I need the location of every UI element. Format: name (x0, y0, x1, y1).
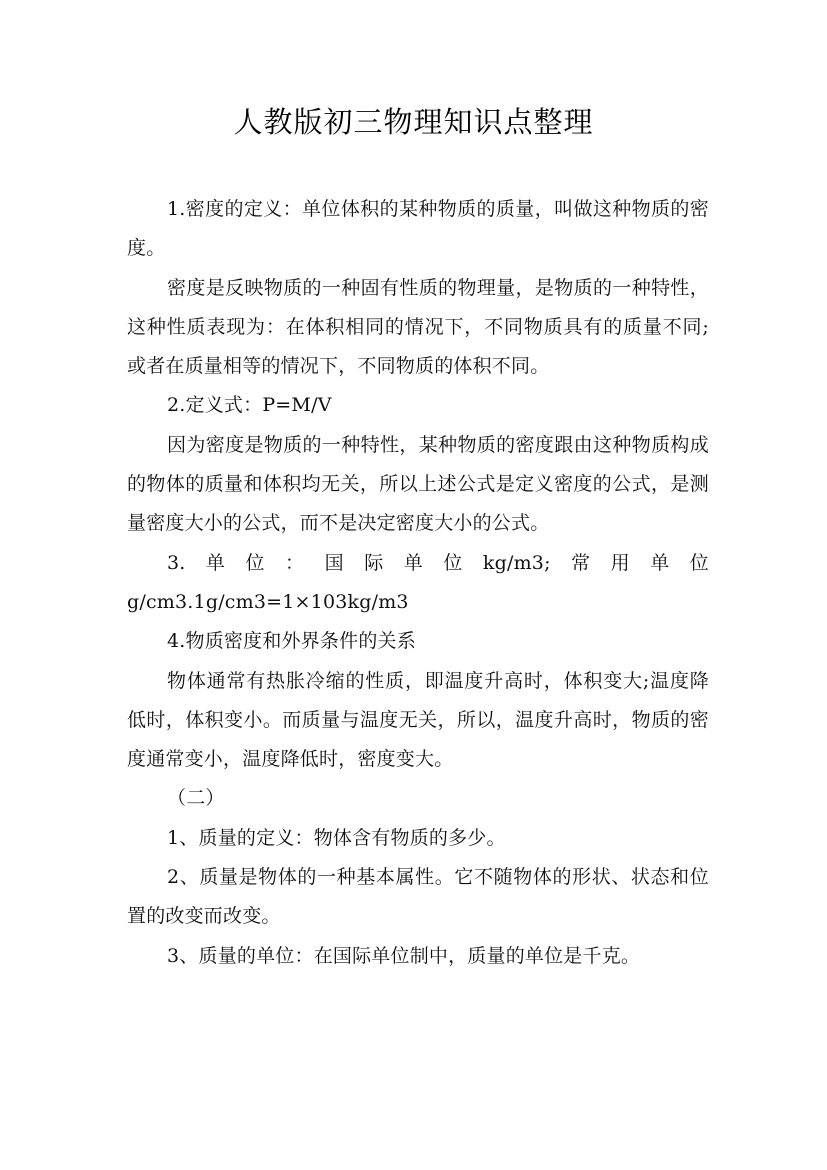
paragraph-density-property: 密度是反映物质的一种固有性质的物理量，是物质的一种特性，这种性质表现为：在体积相同的情况下，不同物质具有的质量不同;或者在质量相等的情况下，不同物质的体积不同。 (127, 276, 709, 378)
document-title: 人教版初三物理知识点整理 (233, 105, 594, 139)
paragraph-thermal-expansion: 物体通常有热胀冷缩的性质，即温度升高时，体积变大;温度降低时，体积变小。而质量与温度无关，所以，温度升高时，物质的密度通常变小，温度降低时，密度变大。 (127, 669, 709, 771)
document-body (127, 190, 709, 976)
paragraph-mass-property: 2、质量是物体的一种基本属性。它不随物体的形状、状态和位置的改变而改变。 (127, 866, 709, 928)
paragraph-density-definition: 1.密度的定义：单位体积的某种物质的质量，叫做这种物质的密度。 (127, 198, 709, 260)
paragraph-mass-definition: 1、质量的定义：物体含有物质的多少。 (167, 826, 506, 849)
paragraph-units: 3.单位：国际单位kg/m3;常用单位g/cm3.1g/cm3=1×103kg/m3 (127, 551, 709, 613)
paragraph-density-conditions-heading: 4.物质密度和外界条件的关系 (167, 630, 416, 653)
paragraph-mass-unit: 3、质量的单位：在国际单位制中，质量的单位是千克。 (167, 944, 641, 967)
paragraph-definition-formula: 2.定义式：P=M/V (167, 394, 332, 417)
section-heading-two: （二） (167, 787, 225, 810)
paragraph-formula-explanation: 因为密度是物质的一种特性，某种物质的密度跟由这种物质构成的物体的质量和体积均无关，所以上述公式是定义密度的公式，是测量密度大小的公式，而不是决定密度大小的公式。 (127, 433, 709, 535)
